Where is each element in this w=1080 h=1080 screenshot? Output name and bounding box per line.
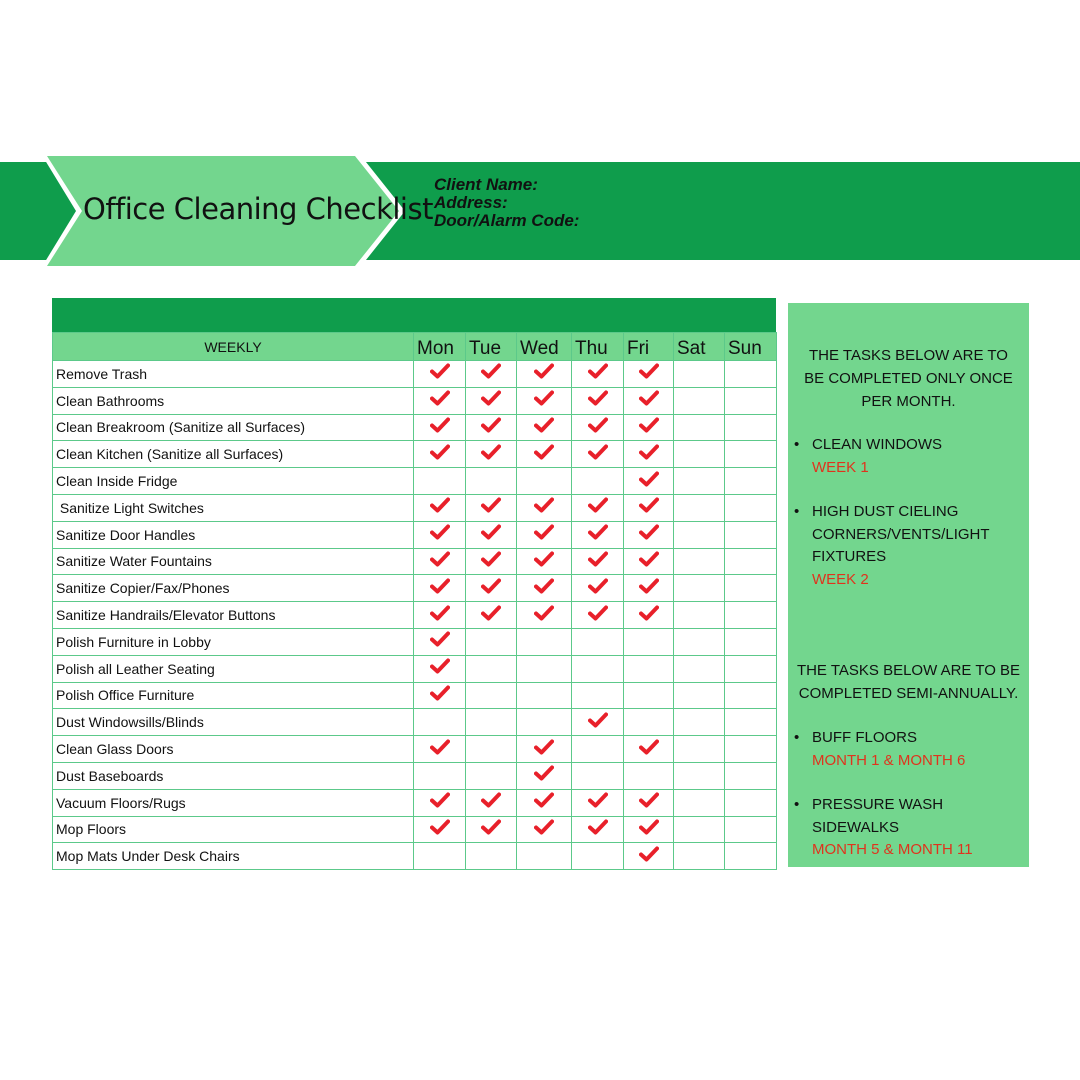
check-cell-mon[interactable]	[414, 468, 466, 495]
check-cell-thu[interactable]	[572, 655, 624, 682]
checkmark-icon	[430, 420, 450, 437]
check-cell-sun[interactable]	[725, 361, 777, 388]
day-header-thu: Thu	[572, 333, 624, 361]
day-header-mon: Mon	[414, 333, 466, 361]
checkmark-icon	[639, 366, 659, 383]
bullet-icon: •	[794, 729, 800, 746]
checkmark-icon	[481, 500, 501, 517]
table-row	[53, 682, 777, 709]
check-cell-tue[interactable]	[466, 441, 517, 468]
task-name: Clean Glass Doors	[53, 736, 414, 763]
check-cell-thu[interactable]	[572, 468, 624, 495]
check-cell-tue[interactable]	[466, 843, 517, 870]
check-cell-thu[interactable]	[572, 628, 624, 655]
checkmark-icon	[588, 420, 608, 437]
day-header-fri: Fri	[624, 333, 674, 361]
checkmark-icon	[534, 554, 554, 571]
task-name: Dust Baseboards	[53, 762, 414, 789]
check-cell-mon[interactable]	[414, 816, 466, 843]
check-cell-wed[interactable]	[517, 843, 572, 870]
checkmark-icon	[588, 393, 608, 410]
task-name: Clean Breakroom (Sanitize all Surfaces)	[53, 414, 414, 441]
check-cell-thu[interactable]	[572, 387, 624, 414]
check-cell-mon[interactable]	[414, 628, 466, 655]
check-cell-sun[interactable]	[725, 843, 777, 870]
check-cell-sat[interactable]	[674, 521, 725, 548]
check-cell-tue[interactable]	[466, 655, 517, 682]
client-name-label: Client Name:	[434, 175, 538, 194]
table-row	[53, 575, 777, 602]
checkmark-icon	[588, 822, 608, 839]
table-row	[53, 361, 777, 388]
check-cell-fri[interactable]	[624, 387, 674, 414]
check-cell-mon[interactable]	[414, 709, 466, 736]
check-cell-sun[interactable]	[725, 762, 777, 789]
check-cell-wed[interactable]	[517, 682, 572, 709]
checkmark-icon	[430, 393, 450, 410]
task-name: Mop Mats Under Desk Chairs	[53, 843, 414, 870]
check-cell-fri[interactable]	[624, 628, 674, 655]
check-cell-sat[interactable]	[674, 468, 725, 495]
check-cell-thu[interactable]	[572, 843, 624, 870]
checkmark-icon	[534, 608, 554, 625]
check-cell-mon[interactable]	[414, 387, 466, 414]
check-cell-fri[interactable]	[624, 575, 674, 602]
check-cell-sat[interactable]	[674, 682, 725, 709]
bullet-icon: •	[794, 503, 800, 520]
check-cell-sat[interactable]	[674, 628, 725, 655]
checkmark-icon	[481, 795, 501, 812]
check-cell-sun[interactable]	[725, 521, 777, 548]
check-cell-wed[interactable]	[517, 789, 572, 816]
check-cell-fri[interactable]	[624, 709, 674, 736]
check-cell-fri[interactable]	[624, 682, 674, 709]
checkmark-icon	[430, 581, 450, 598]
checkmark-icon	[639, 795, 659, 812]
check-cell-wed[interactable]	[517, 548, 572, 575]
check-cell-sun[interactable]	[725, 682, 777, 709]
check-cell-thu[interactable]	[572, 682, 624, 709]
task-name: Polish Furniture in Lobby	[53, 628, 414, 655]
check-cell-fri[interactable]	[624, 843, 674, 870]
checkmark-icon	[588, 581, 608, 598]
check-cell-mon[interactable]	[414, 414, 466, 441]
check-cell-tue[interactable]	[466, 789, 517, 816]
check-cell-sun[interactable]	[725, 387, 777, 414]
checkmark-icon	[534, 393, 554, 410]
checkmark-icon	[430, 742, 450, 759]
table-row	[53, 602, 777, 629]
check-cell-fri[interactable]	[624, 736, 674, 763]
check-cell-fri[interactable]	[624, 521, 674, 548]
checkmark-icon	[639, 581, 659, 598]
check-cell-tue[interactable]	[466, 548, 517, 575]
check-cell-sun[interactable]	[725, 628, 777, 655]
checkmark-icon	[588, 527, 608, 544]
task-name: Vacuum Floors/Rugs	[53, 789, 414, 816]
check-cell-sun[interactable]	[725, 816, 777, 843]
task-name: Polish all Leather Seating	[53, 655, 414, 682]
check-cell-sun[interactable]	[725, 789, 777, 816]
check-cell-sat[interactable]	[674, 441, 725, 468]
table-row	[53, 789, 777, 816]
check-cell-fri[interactable]	[624, 361, 674, 388]
task-name: Sanitize Handrails/Elevator Buttons	[53, 602, 414, 629]
monthly-item: • CLEAN WINDOWS WEEK 1	[794, 436, 943, 476]
checkmark-icon	[639, 608, 659, 625]
bullet-icon: •	[794, 796, 800, 813]
check-cell-mon[interactable]	[414, 655, 466, 682]
task-name: Sanitize Water Fountains	[53, 548, 414, 575]
check-cell-fri[interactable]	[624, 548, 674, 575]
check-cell-tue[interactable]	[466, 628, 517, 655]
check-cell-wed[interactable]	[517, 494, 572, 521]
checkmark-icon	[588, 500, 608, 517]
check-cell-wed[interactable]	[517, 441, 572, 468]
check-cell-mon[interactable]	[414, 843, 466, 870]
checkmark-icon	[430, 661, 450, 678]
checkmark-icon	[588, 554, 608, 571]
check-cell-fri[interactable]	[624, 414, 674, 441]
checkmark-icon	[588, 608, 608, 625]
checkmark-icon	[534, 581, 554, 598]
check-cell-sun[interactable]	[725, 709, 777, 736]
check-cell-wed[interactable]	[517, 575, 572, 602]
check-cell-tue[interactable]	[466, 521, 517, 548]
check-cell-thu[interactable]	[572, 789, 624, 816]
check-cell-thu[interactable]	[572, 441, 624, 468]
table-row	[53, 762, 777, 789]
checkmark-icon	[430, 554, 450, 571]
check-cell-fri[interactable]	[624, 762, 674, 789]
check-cell-sun[interactable]	[725, 414, 777, 441]
check-cell-thu[interactable]	[572, 575, 624, 602]
check-cell-sun[interactable]	[725, 441, 777, 468]
check-cell-fri[interactable]	[624, 602, 674, 629]
checkmark-icon	[481, 608, 501, 625]
check-cell-thu[interactable]	[572, 816, 624, 843]
table-header-row	[53, 333, 777, 361]
table-row	[53, 441, 777, 468]
check-cell-mon[interactable]	[414, 682, 466, 709]
check-cell-sat[interactable]	[674, 816, 725, 843]
check-cell-sat[interactable]	[674, 736, 725, 763]
day-header-tue: Tue	[466, 333, 517, 361]
table-row	[53, 414, 777, 441]
check-cell-sat[interactable]	[674, 602, 725, 629]
check-cell-mon[interactable]	[414, 789, 466, 816]
day-header-wed: Wed	[517, 333, 572, 361]
day-header-sat: Sat	[674, 333, 725, 361]
check-cell-sat[interactable]	[674, 361, 725, 388]
check-cell-sat[interactable]	[674, 709, 725, 736]
check-cell-thu[interactable]	[572, 762, 624, 789]
checkmark-icon	[430, 500, 450, 517]
check-cell-tue[interactable]	[466, 494, 517, 521]
checkmark-icon	[430, 527, 450, 544]
check-cell-sun[interactable]	[725, 655, 777, 682]
check-cell-sat[interactable]	[674, 414, 725, 441]
check-cell-thu[interactable]	[572, 414, 624, 441]
check-cell-sat[interactable]	[674, 789, 725, 816]
checkmark-icon	[430, 795, 450, 812]
check-cell-tue[interactable]	[466, 361, 517, 388]
semiannual-heading: THE TASKS BELOW ARE TO BE COMPLETED SEMI-ANNUALLY.	[796, 662, 1021, 702]
checkmark-icon	[588, 447, 608, 464]
check-cell-tue[interactable]	[466, 575, 517, 602]
day-header-sun: Sun	[725, 333, 777, 361]
check-cell-wed[interactable]	[517, 628, 572, 655]
check-cell-wed[interactable]	[517, 816, 572, 843]
checkmark-icon	[481, 420, 501, 437]
table-row	[53, 521, 777, 548]
check-cell-fri[interactable]	[624, 789, 674, 816]
checkmark-icon	[534, 420, 554, 437]
check-cell-wed[interactable]	[517, 709, 572, 736]
checkmark-icon	[639, 822, 659, 839]
checkmark-icon	[639, 849, 659, 866]
checkmark-icon	[481, 527, 501, 544]
table-row	[53, 843, 777, 870]
check-cell-thu[interactable]	[572, 361, 624, 388]
check-cell-sat[interactable]	[674, 655, 725, 682]
check-cell-sat[interactable]	[674, 548, 725, 575]
check-cell-fri[interactable]	[624, 468, 674, 495]
check-cell-tue[interactable]	[466, 736, 517, 763]
table-row	[53, 468, 777, 495]
check-cell-tue[interactable]	[466, 762, 517, 789]
check-cell-wed[interactable]	[517, 521, 572, 548]
table-row	[53, 709, 777, 736]
table-row	[53, 494, 777, 521]
checkmark-icon	[481, 581, 501, 598]
semiannual-item: • PRESSURE WASH SIDEWALKS MONTH 5 & MONTH 11	[794, 796, 973, 858]
check-cell-wed[interactable]	[517, 655, 572, 682]
check-cell-wed[interactable]	[517, 762, 572, 789]
check-cell-mon[interactable]	[414, 361, 466, 388]
check-cell-sun[interactable]	[725, 494, 777, 521]
check-cell-mon[interactable]	[414, 494, 466, 521]
checkmark-icon	[481, 393, 501, 410]
checkmark-icon	[588, 715, 608, 732]
check-cell-tue[interactable]	[466, 414, 517, 441]
check-cell-sun[interactable]	[725, 736, 777, 763]
check-cell-thu[interactable]	[572, 736, 624, 763]
table-row	[53, 816, 777, 843]
check-cell-sat[interactable]	[674, 762, 725, 789]
check-cell-fri[interactable]	[624, 494, 674, 521]
checkmark-icon	[430, 608, 450, 625]
check-cell-sun[interactable]	[725, 602, 777, 629]
checkmark-icon	[534, 500, 554, 517]
check-cell-tue[interactable]	[466, 468, 517, 495]
task-name: Sanitize Light Switches	[53, 494, 414, 521]
task-name: Sanitize Door Handles	[53, 521, 414, 548]
check-cell-sat[interactable]	[674, 494, 725, 521]
checkmark-icon	[430, 822, 450, 839]
check-cell-tue[interactable]	[466, 709, 517, 736]
checkmark-icon	[534, 447, 554, 464]
checkmark-icon	[430, 634, 450, 651]
client-info	[434, 176, 579, 230]
check-cell-thu[interactable]	[572, 521, 624, 548]
task-list	[53, 361, 777, 870]
checkmark-icon	[534, 795, 554, 812]
bullet-icon: •	[794, 436, 800, 453]
check-cell-mon[interactable]	[414, 441, 466, 468]
check-cell-fri[interactable]	[624, 816, 674, 843]
check-cell-thu[interactable]	[572, 709, 624, 736]
checkmark-icon	[639, 393, 659, 410]
checkmark-icon	[430, 366, 450, 383]
checkmark-icon	[639, 742, 659, 759]
task-name: Clean Kitchen (Sanitize all Surfaces)	[53, 441, 414, 468]
checkmark-icon	[534, 366, 554, 383]
task-name: Clean Bathrooms	[53, 387, 414, 414]
check-cell-tue[interactable]	[466, 387, 517, 414]
address-label: Address:	[434, 193, 508, 212]
check-cell-mon[interactable]	[414, 762, 466, 789]
task-name: Dust Windowsills/Blinds	[53, 709, 414, 736]
check-cell-tue[interactable]	[466, 682, 517, 709]
check-cell-wed[interactable]	[517, 736, 572, 763]
checkmark-icon	[481, 822, 501, 839]
checkmark-icon	[534, 742, 554, 759]
check-cell-fri[interactable]	[624, 655, 674, 682]
check-cell-thu[interactable]	[572, 548, 624, 575]
checkmark-icon	[639, 474, 659, 491]
check-cell-thu[interactable]	[572, 602, 624, 629]
table-header-bar	[52, 298, 776, 332]
schedule-notes-panel	[788, 303, 1029, 867]
check-cell-mon[interactable]	[414, 548, 466, 575]
check-cell-wed[interactable]	[517, 602, 572, 629]
table-row	[53, 548, 777, 575]
checkmark-icon	[430, 688, 450, 705]
checkmark-icon	[588, 366, 608, 383]
monthly-item: • HIGH DUST CIELING CORNERS/VENTS/LIGHT FIXTURES WEEK 2	[794, 503, 990, 588]
check-cell-mon[interactable]	[414, 521, 466, 548]
monthly-heading: THE TASKS BELOW ARE TO BE COMPLETED ONLY ONCE PER MONTH.	[804, 347, 1013, 410]
checkmark-icon	[639, 527, 659, 544]
check-cell-thu[interactable]	[572, 494, 624, 521]
check-cell-sun[interactable]	[725, 548, 777, 575]
check-cell-wed[interactable]	[517, 387, 572, 414]
task-name: Mop Floors	[53, 816, 414, 843]
task-name: Polish Office Furniture	[53, 682, 414, 709]
check-cell-wed[interactable]	[517, 414, 572, 441]
table-row	[53, 628, 777, 655]
task-name: Remove Trash	[53, 361, 414, 388]
check-cell-mon[interactable]	[414, 575, 466, 602]
checkmark-icon	[534, 527, 554, 544]
checkmark-icon	[639, 554, 659, 571]
check-cell-tue[interactable]	[466, 816, 517, 843]
page-title: Office Cleaning Checklist	[83, 192, 433, 226]
checkmark-icon	[534, 768, 554, 785]
check-cell-sat[interactable]	[674, 387, 725, 414]
check-cell-sun[interactable]	[725, 575, 777, 602]
checkmark-icon	[639, 447, 659, 464]
table-row	[53, 655, 777, 682]
check-cell-mon[interactable]	[414, 736, 466, 763]
check-cell-sun[interactable]	[725, 468, 777, 495]
checkmark-icon	[430, 447, 450, 464]
checkmark-icon	[534, 822, 554, 839]
checkmark-icon	[588, 795, 608, 812]
checkmark-icon	[639, 420, 659, 437]
check-cell-fri[interactable]	[624, 441, 674, 468]
check-cell-wed[interactable]	[517, 468, 572, 495]
semiannual-item: • BUFF FLOORS MONTH 1 & MONTH 6	[794, 729, 966, 769]
checkmark-icon	[481, 447, 501, 464]
check-cell-mon[interactable]	[414, 602, 466, 629]
table-row	[53, 387, 777, 414]
checkmark-icon	[481, 366, 501, 383]
check-cell-sat[interactable]	[674, 575, 725, 602]
checkmark-icon	[481, 554, 501, 571]
table-row	[53, 736, 777, 763]
task-name: Clean Inside Fridge	[53, 468, 414, 495]
check-cell-wed[interactable]	[517, 361, 572, 388]
task-name: Sanitize Copier/Fax/Phones	[53, 575, 414, 602]
check-cell-tue[interactable]	[466, 602, 517, 629]
checklist-table	[52, 332, 777, 870]
weekly-label: WEEKLY	[53, 333, 414, 361]
check-cell-sat[interactable]	[674, 843, 725, 870]
checkmark-icon	[639, 500, 659, 517]
door-code-label: Door/Alarm Code:	[434, 211, 580, 230]
